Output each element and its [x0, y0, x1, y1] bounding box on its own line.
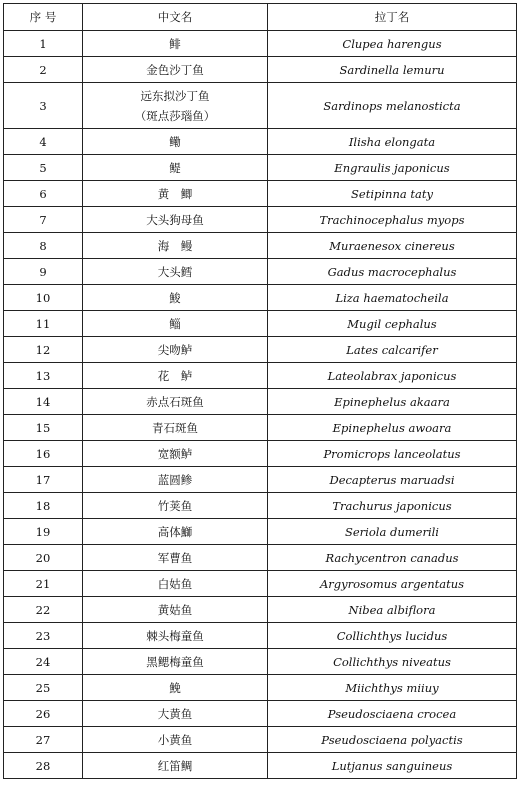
latin-name-cell: Sardinops melanosticta — [268, 83, 517, 129]
chinese-name-cell: 鲻 — [83, 311, 268, 337]
table-row — [4, 675, 517, 701]
row-number: 7 — [4, 207, 83, 233]
chinese-name-cell: 大头鳕 — [83, 259, 268, 285]
row-number: 4 — [4, 129, 83, 155]
table-row — [4, 493, 517, 519]
table-row — [4, 597, 517, 623]
chinese-name-cell: 鮻 — [83, 285, 268, 311]
row-number: 23 — [4, 623, 83, 649]
row-number: 21 — [4, 571, 83, 597]
header-number: 序 号 — [4, 4, 83, 31]
table-row — [4, 727, 517, 753]
chinese-name-cell: 蓝圆鲹 — [83, 467, 268, 493]
table-row — [4, 649, 517, 675]
chinese-name-cell: 赤点石斑鱼 — [83, 389, 268, 415]
row-number: 20 — [4, 545, 83, 571]
row-number: 18 — [4, 493, 83, 519]
species-table — [3, 3, 517, 779]
latin-name-cell: Collichthys niveatus — [268, 649, 517, 675]
chinese-name-cell: 军曹鱼 — [83, 545, 268, 571]
chinese-name-cell: 鲱 — [83, 31, 268, 57]
latin-name-cell: Ilisha elongata — [268, 129, 517, 155]
latin-name-cell: Sardinella lemuru — [268, 57, 517, 83]
table-row — [4, 363, 517, 389]
table-row — [4, 31, 517, 57]
table-row — [4, 545, 517, 571]
table-row — [4, 467, 517, 493]
chinese-name-cell: 青石斑鱼 — [83, 415, 268, 441]
table-row — [4, 181, 517, 207]
latin-name-cell: Setipinna taty — [268, 181, 517, 207]
latin-name-cell: Muraenesox cinereus — [268, 233, 517, 259]
table-row — [4, 207, 517, 233]
table-row — [4, 623, 517, 649]
latin-name-cell: Engraulis japonicus — [268, 155, 517, 181]
chinese-name-cell: 大黄鱼 — [83, 701, 268, 727]
table-row — [4, 259, 517, 285]
table-row — [4, 571, 517, 597]
table-row — [4, 701, 517, 727]
row-number: 10 — [4, 285, 83, 311]
chinese-name-cell: 鳓 — [83, 129, 268, 155]
chinese-name-cell: 尖吻鲈 — [83, 337, 268, 363]
table-body — [4, 31, 517, 779]
header-latin-name: 拉丁名 — [268, 4, 517, 31]
latin-name-cell: Promicrops lanceolatus — [268, 441, 517, 467]
row-number: 1 — [4, 31, 83, 57]
row-number: 24 — [4, 649, 83, 675]
latin-name-cell: Lutjanus sanguineus — [268, 753, 517, 779]
row-number: 12 — [4, 337, 83, 363]
latin-name-cell: Nibea albiflora — [268, 597, 517, 623]
table-row — [4, 129, 517, 155]
latin-name-cell: Decapterus maruadsi — [268, 467, 517, 493]
row-number: 15 — [4, 415, 83, 441]
row-number: 25 — [4, 675, 83, 701]
latin-name-cell: Epinephelus awoara — [268, 415, 517, 441]
table-row — [4, 57, 517, 83]
latin-name-cell: Gadus macrocephalus — [268, 259, 517, 285]
latin-name-cell: Collichthys lucidus — [268, 623, 517, 649]
chinese-name-cell: 大头狗母鱼 — [83, 207, 268, 233]
chinese-name-cell: 金色沙丁鱼 — [83, 57, 268, 83]
row-number: 28 — [4, 753, 83, 779]
chinese-name-cell: 宽额鲈 — [83, 441, 268, 467]
row-number: 13 — [4, 363, 83, 389]
latin-name-cell: Pseudosciaena crocea — [268, 701, 517, 727]
table-row — [4, 233, 517, 259]
row-number: 6 — [4, 181, 83, 207]
latin-name-cell: Trachinocephalus myops — [268, 207, 517, 233]
table-row — [4, 519, 517, 545]
chinese-name-cell: 花 鲈 — [83, 363, 268, 389]
row-number: 11 — [4, 311, 83, 337]
latin-name-cell: Pseudosciaena polyactis — [268, 727, 517, 753]
latin-name-cell: Miichthys miiuy — [268, 675, 517, 701]
chinese-name-cell: 白姑鱼 — [83, 571, 268, 597]
row-number: 14 — [4, 389, 83, 415]
latin-name-cell: Mugil cephalus — [268, 311, 517, 337]
latin-name-cell: Epinephelus akaara — [268, 389, 517, 415]
row-number: 9 — [4, 259, 83, 285]
chinese-name-cell: 棘头梅童鱼 — [83, 623, 268, 649]
row-number: 22 — [4, 597, 83, 623]
latin-name-cell: Clupea harengus — [268, 31, 517, 57]
row-number: 16 — [4, 441, 83, 467]
chinese-name-cell: 黄 鲫 — [83, 181, 268, 207]
row-number: 26 — [4, 701, 83, 727]
table-row — [4, 337, 517, 363]
table-row — [4, 83, 517, 129]
chinese-name-cell: 高体鰤 — [83, 519, 268, 545]
header-chinese-name: 中文名 — [83, 4, 268, 31]
table-row — [4, 311, 517, 337]
chinese-name-cell: 黄姑鱼 — [83, 597, 268, 623]
latin-name-cell: Rachycentron canadus — [268, 545, 517, 571]
table-row — [4, 415, 517, 441]
row-number: 5 — [4, 155, 83, 181]
chinese-name-cell: 远东拟沙丁鱼 （斑点莎瑙鱼） — [83, 83, 268, 129]
chinese-name-cell: 鮸 — [83, 675, 268, 701]
row-number: 17 — [4, 467, 83, 493]
row-number: 3 — [4, 83, 83, 129]
latin-name-cell: Trachurus japonicus — [268, 493, 517, 519]
latin-name-cell: Seriola dumerili — [268, 519, 517, 545]
chinese-name-cell: 鳀 — [83, 155, 268, 181]
chinese-name-cell: 黑鳃梅童鱼 — [83, 649, 268, 675]
row-number: 27 — [4, 727, 83, 753]
row-number: 8 — [4, 233, 83, 259]
table-row — [4, 753, 517, 779]
chinese-name-cell: 小黄鱼 — [83, 727, 268, 753]
table-row — [4, 441, 517, 467]
table-row — [4, 155, 517, 181]
row-number: 19 — [4, 519, 83, 545]
header-row — [4, 4, 517, 31]
latin-name-cell: Lates calcarifer — [268, 337, 517, 363]
chinese-name-cell: 红笛鲷 — [83, 753, 268, 779]
latin-name-cell: Lateolabrax japonicus — [268, 363, 517, 389]
latin-name-cell: Liza haematocheila — [268, 285, 517, 311]
table-row — [4, 389, 517, 415]
chinese-name-cell: 竹荚鱼 — [83, 493, 268, 519]
table-row — [4, 285, 517, 311]
latin-name-cell: Argyrosomus argentatus — [268, 571, 517, 597]
row-number: 2 — [4, 57, 83, 83]
chinese-name-cell: 海 鳗 — [83, 233, 268, 259]
